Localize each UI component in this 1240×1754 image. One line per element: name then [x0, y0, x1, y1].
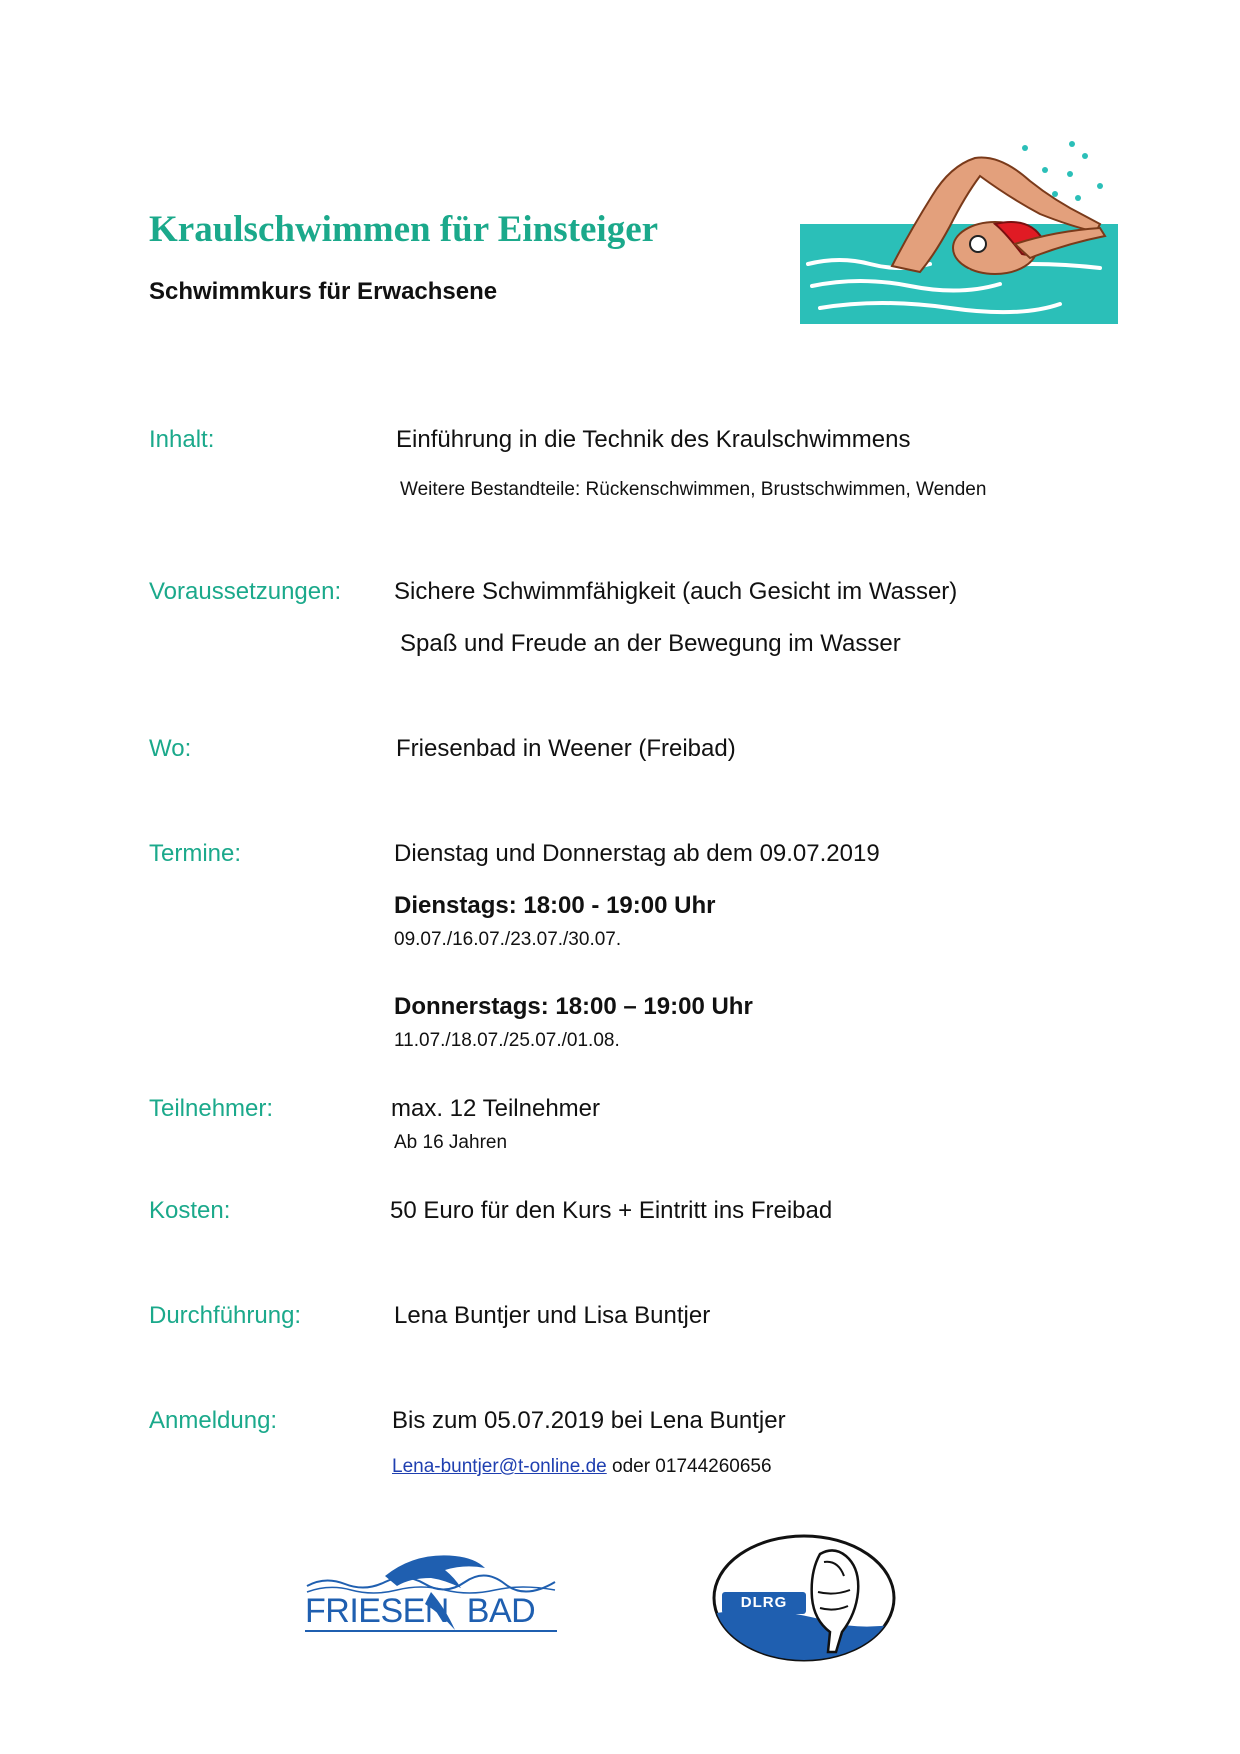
logo-underline: [305, 1630, 557, 1632]
page-title: Kraulschwimmen für Einsteiger: [149, 209, 659, 250]
value-wo: Friesenbad in Weener (Freibad): [396, 735, 736, 762]
label-inhalt: Inhalt:: [149, 426, 215, 453]
email-link[interactable]: Lena-buntjer@t-online.de: [392, 1456, 607, 1477]
tuesday-dates: 09.07./16.07./23.07./30.07.: [394, 929, 622, 950]
tuesday-heading: Dienstags: 18:00 - 19:00 Uhr: [394, 892, 716, 919]
value-kosten: 50 Euro für den Kurs + Eintritt ins Freibad: [390, 1197, 833, 1224]
value-voraussetzungen-2: Spaß und Freude an der Bewegung im Wasser: [400, 630, 901, 657]
value-termine: Dienstag und Donnerstag ab dem 09.07.2019: [394, 840, 880, 867]
page-subtitle: Schwimmkurs für Erwachsene: [149, 278, 498, 305]
label-termine: Termine:: [149, 840, 242, 867]
label-wo: Wo:: [149, 735, 192, 762]
phone-text: oder 01744260656: [606, 1456, 772, 1477]
dlrg-text: DLRG: [740, 1594, 788, 1611]
swimmer-illustration: [800, 136, 1118, 324]
detail-teilnehmer: Ab 16 Jahren: [394, 1132, 508, 1153]
label-durchfuehrung: Durchführung:: [149, 1302, 302, 1329]
value-anmeldung: Bis zum 05.07.2019 bei Lena Buntjer: [392, 1407, 786, 1434]
contact-line: [392, 1456, 772, 1478]
friesen-word: FRIESEN: [305, 1592, 449, 1630]
value-durchfuehrung: Lena Buntjer und Lisa Buntjer: [394, 1302, 711, 1329]
thursday-dates: 11.07./18.07./25.07./01.08.: [394, 1030, 620, 1051]
label-teilnehmer: Teilnehmer:: [149, 1095, 274, 1122]
label-anmeldung: Anmeldung:: [149, 1407, 278, 1434]
detail-inhalt: Weitere Bestandteile: Rückenschwimmen, Brustschwimmen, Wenden: [400, 479, 987, 500]
value-inhalt: Einführung in die Technik des Kraulschwimmens: [396, 426, 911, 453]
label-voraussetzungen: Voraussetzungen:: [149, 578, 342, 605]
value-teilnehmer: max. 12 Teilnehmer: [391, 1095, 600, 1122]
bad-word: BAD: [466, 1592, 536, 1630]
label-kosten: Kosten:: [149, 1197, 231, 1224]
dlrg-logo: [710, 1532, 898, 1664]
thursday-heading: Donnerstags: 18:00 – 19:00 Uhr: [394, 993, 753, 1020]
friesenbad-logo: [305, 1548, 557, 1632]
value-voraussetzungen: Sichere Schwimmfähigkeit (auch Gesicht im Wasser): [394, 578, 958, 605]
